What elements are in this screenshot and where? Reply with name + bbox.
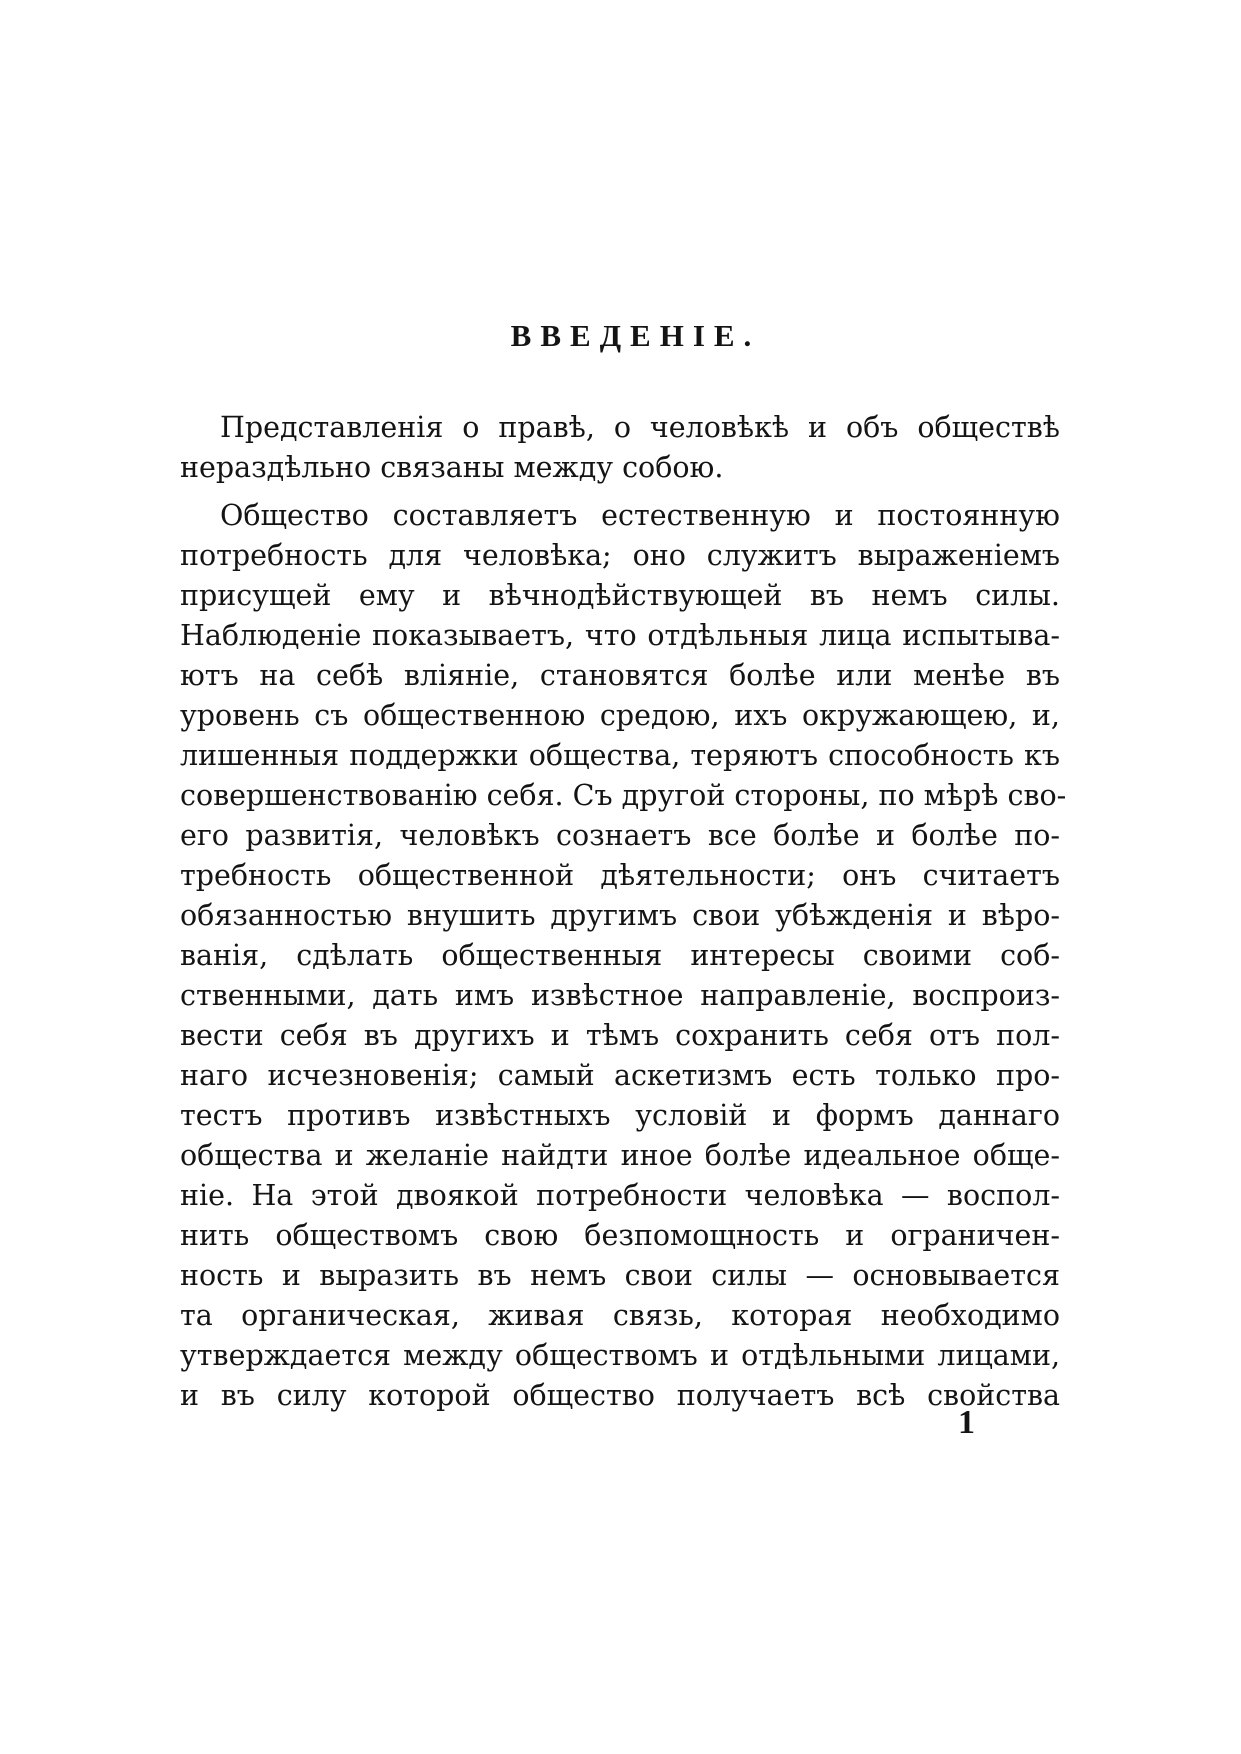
text-line: общества и желаніе найдти иное болѣе идеальное обще-	[180, 1139, 1060, 1172]
text-line: Общество составляетъ естественную и постоянную	[220, 499, 1060, 532]
text-line: ютъ на себѣ вліяніе, становятся болѣе или менѣе въ	[180, 659, 1060, 692]
body-text	[180, 408, 1067, 1416]
text-line: ніе. На этой двоякой потребности человѣка — воспол-	[180, 1179, 1060, 1212]
text-line: обязанностью внушить другимъ свои убѣжденія и вѣро-	[180, 899, 1060, 932]
text-line: тестъ противъ извѣстныхъ условій и формъ даннаго	[180, 1099, 1060, 1132]
text-line: утверждается между обществомъ и отдѣльными лицами,	[180, 1339, 1060, 1372]
paragraph-2	[180, 496, 1067, 1416]
text-line: ванія, сдѣлать общественныя интересы своими соб-	[180, 939, 1060, 972]
text-line: Представленія о правѣ, о человѣкѣ и объ обществѣ	[220, 411, 1060, 444]
text-line: наго исчезновенія; самый аскетизмъ есть только про-	[180, 1059, 1060, 1092]
text-line: лишенныя поддержки общества, теряютъ способность къ	[180, 739, 1060, 772]
text-line: нить обществомъ свою безпомощность и ограничен-	[180, 1219, 1060, 1252]
text-line: нераздѣльно связаны между собою.	[180, 451, 724, 484]
text-line: совершенствованію себя. Съ другой стороны, по мѣрѣ сво-	[180, 779, 1067, 812]
text-line: ственными, дать имъ извѣстное направленіе, воспроиз-	[180, 979, 1060, 1012]
text-line: ность и выразить въ немъ свои силы — основывается	[180, 1259, 1060, 1292]
text-line: присущей ему и вѣчнодѣйствующей въ немъ силы.	[180, 579, 1060, 612]
text-line: та органическая, живая связь, которая необходимо	[180, 1299, 1060, 1332]
text-line: вести себя въ другихъ и тѣмъ сохранить себя отъ пол-	[180, 1019, 1060, 1052]
text-line: его развитія, человѣкъ сознаетъ все болѣе и болѣе по-	[180, 819, 1060, 852]
text-line: потребность для человѣка; оно служитъ выраженіемъ	[180, 539, 1060, 572]
page-number: 1	[958, 1404, 975, 1441]
chapter-title: ВВЕДЕНІЕ.	[510, 318, 761, 353]
text-line: и въ силу которой общество получаетъ всѣ свойства	[180, 1379, 1060, 1412]
text-line: уровень съ общественною средою, ихъ окружающею, и,	[180, 699, 1060, 732]
text-line: требность общественной дѣятельности; онъ считаетъ	[180, 859, 1060, 892]
paragraph-1	[180, 408, 1060, 488]
text-line: Наблюденіе показываетъ, что отдѣльныя лица испытыва-	[180, 619, 1060, 652]
